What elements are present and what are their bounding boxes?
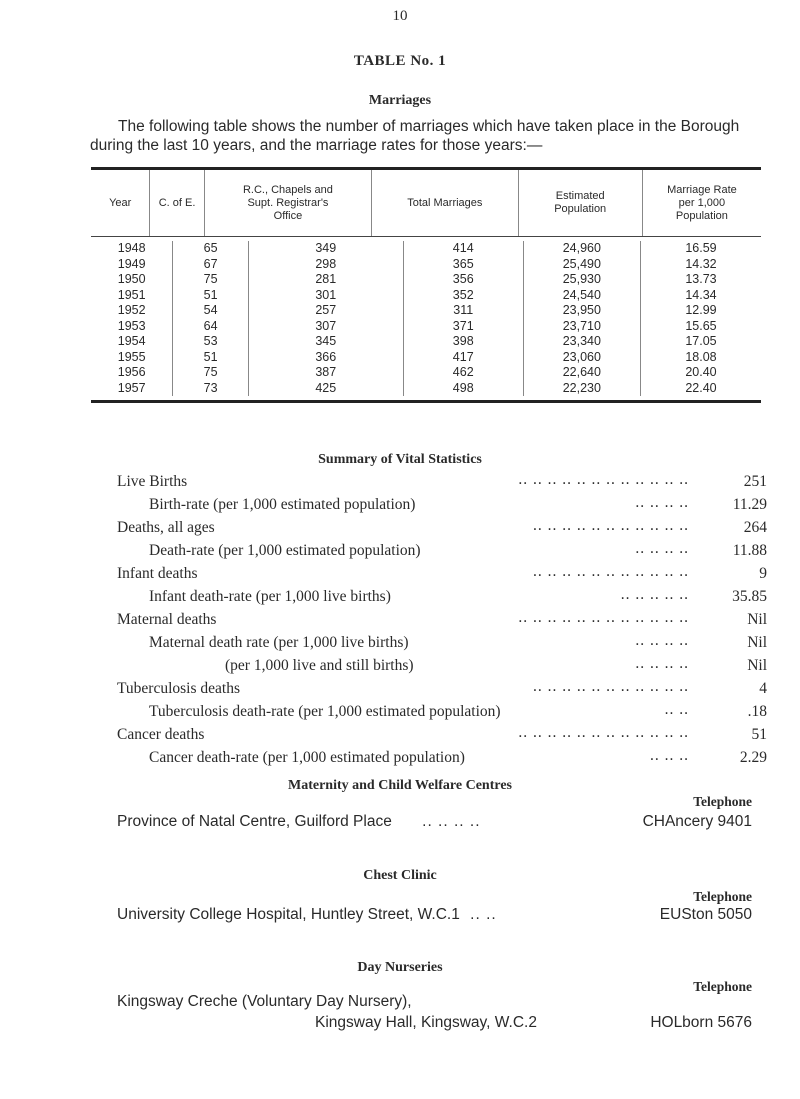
chest-leader-dots: .. .. — [470, 906, 497, 923]
summary-title: Summary of Vital Statistics — [318, 452, 482, 467]
column-year — [91, 241, 172, 396]
marriages-table — [91, 167, 761, 403]
table-cell: 352 — [452, 287, 474, 302]
header-total-marriages: Total Marriages — [371, 170, 517, 236]
summary-row — [117, 657, 767, 680]
table-cell: 54 — [203, 303, 218, 317]
table-cell: 417 — [452, 349, 474, 364]
summary-value: Nil — [747, 657, 767, 674]
maternity-leader-dots: .. .. .. .. — [422, 813, 481, 830]
table-cell: 311 — [453, 303, 474, 317]
column-total — [403, 241, 523, 396]
table-cell: 345 — [315, 334, 337, 348]
column-population — [523, 241, 640, 396]
table-title: TABLE No. 1 — [353, 53, 447, 69]
leader-dots: .. .. .. .. — [635, 494, 689, 511]
summary-value: .18 — [747, 703, 767, 720]
summary-label: Death-rate (per 1,000 estimated population) — [149, 542, 421, 559]
leader-dots: .. .. .. .. — [635, 632, 689, 649]
chest-clinic-title: Chest Clinic — [363, 868, 437, 883]
summary-row — [117, 634, 767, 657]
leader-dots: .. .. .. .. .. .. .. .. .. .. .. .. — [518, 609, 689, 626]
table-cell: 1948 — [117, 241, 146, 255]
column-rate — [640, 241, 761, 396]
table-cell: 51 — [203, 287, 218, 302]
nurseries-telephone-heading: Telephone — [693, 979, 752, 994]
summary-row — [117, 542, 767, 565]
summary-value: 2.29 — [739, 749, 767, 766]
table-cell: 12.99 — [685, 303, 717, 317]
header-estimated-population: Estimated Population — [518, 170, 642, 236]
table-cell: 1954 — [117, 334, 146, 348]
summary-value: 264 — [743, 519, 767, 536]
summary-label: Deaths, all ages — [117, 519, 215, 536]
table-cell: 22,230 — [562, 380, 601, 395]
leader-dots: .. .. .. .. .. .. .. .. .. .. .. — [533, 563, 689, 580]
header-c-of-e: C. of E. — [149, 170, 203, 236]
header-marriage-rate: Marriage Rate per 1,000 Population — [642, 170, 761, 236]
table-cell: 16.59 — [685, 241, 717, 255]
table-cell: 24,540 — [562, 287, 601, 302]
leader-dots: .. .. .. — [650, 747, 689, 764]
table-cell: 14.34 — [685, 287, 717, 302]
table-cell: 1955 — [117, 349, 146, 364]
table-bottom-rule — [91, 400, 761, 403]
table-cell: 257 — [315, 303, 337, 317]
nurseries-telephone: HOLborn 5676 — [650, 1014, 752, 1031]
table-cell: 23,060 — [562, 349, 601, 364]
chest-institution — [117, 906, 497, 924]
table-cell: 1951 — [117, 287, 146, 302]
summary-label: Tuberculosis deaths — [117, 680, 240, 697]
table-cell: 53 — [203, 334, 218, 348]
summary-row — [117, 496, 767, 519]
summary-label: Live Births — [117, 473, 188, 490]
table-cell: 73 — [203, 380, 218, 395]
table-cell: 1949 — [117, 256, 146, 271]
summary-label: Maternal death rate (per 1,000 live births) — [149, 634, 409, 651]
leader-dots: .. .. .. .. — [635, 655, 689, 672]
table-cell: 371 — [452, 318, 474, 333]
maternity-institution — [117, 813, 481, 831]
summary-label: (per 1,000 live and still births) — [225, 657, 414, 674]
table-cell: 14.32 — [685, 256, 717, 271]
table-cell: 17.05 — [685, 334, 717, 348]
table-cell: 398 — [452, 334, 474, 348]
maternity-title: Maternity and Child Welfare Centres — [288, 778, 512, 793]
table-cell: 13.73 — [685, 272, 717, 286]
summary-value: Nil — [747, 634, 767, 651]
summary-value: 35.85 — [732, 588, 767, 605]
maternity-institution-name: Province of Natal Centre, Guilford Place — [117, 813, 392, 830]
table-cell: 22.40 — [685, 380, 717, 395]
table-cell: 67 — [203, 256, 218, 271]
summary-value: Nil — [747, 611, 767, 628]
summary-label: Infant death-rate (per 1,000 live births) — [149, 588, 391, 605]
summary-row — [117, 473, 767, 496]
summary-label: Birth-rate (per 1,000 estimated population) — [149, 496, 416, 513]
table-cell: 462 — [452, 365, 474, 379]
leader-dots: .. .. .. .. .. .. .. .. .. .. .. — [533, 678, 689, 695]
table-cell: 23,340 — [562, 334, 601, 348]
leader-dots: .. .. — [664, 701, 689, 718]
table-cell: 75 — [203, 272, 218, 286]
page-number: 10 — [392, 8, 408, 24]
table-cell: 414 — [452, 241, 474, 255]
nurseries-institution-line2: Kingsway Hall, Kingsway, W.C.2 — [315, 1014, 537, 1031]
table-cell: 387 — [315, 365, 337, 379]
chest-telephone-heading: Telephone — [693, 889, 752, 904]
table-cell: 20.40 — [685, 365, 717, 379]
table-cell: 64 — [203, 318, 218, 333]
leader-dots: .. .. .. .. .. .. .. .. .. .. .. .. — [518, 724, 689, 741]
maternity-telephone: CHAncery 9401 — [642, 813, 752, 830]
summary-label: Cancer death-rate (per 1,000 estimated population) — [149, 749, 465, 766]
summary-label: Tuberculosis death-rate (per 1,000 estimated population) — [149, 703, 501, 720]
table-cell: 51 — [203, 349, 218, 364]
summary-label: Infant deaths — [117, 565, 198, 582]
maternity-telephone-heading: Telephone — [693, 794, 752, 809]
table-cell: 22,640 — [562, 365, 601, 379]
table-cell: 356 — [452, 272, 474, 286]
table-cell: 349 — [315, 241, 337, 255]
summary-value: 51 — [751, 726, 767, 743]
chest-institution-name: University College Hospital, Huntley Street, W.C.1 — [117, 906, 460, 923]
table-cell: 15.65 — [685, 318, 717, 333]
summary-value: 11.29 — [732, 496, 767, 513]
table-cell: 24,960 — [562, 241, 601, 255]
column-c-of-e — [172, 241, 247, 396]
table-cell: 23,950 — [562, 303, 601, 317]
table-cell: 365 — [452, 256, 474, 271]
table-cell: 498 — [452, 380, 474, 395]
leader-dots: .. .. .. .. — [635, 540, 689, 557]
table-cell: 1957 — [117, 380, 146, 395]
table-cell: 75 — [203, 365, 218, 379]
summary-row — [117, 519, 767, 542]
summary-value: 11.88 — [732, 542, 767, 559]
table-cell: 307 — [315, 318, 337, 333]
summary-row — [117, 611, 767, 634]
table-cell: 1953 — [117, 318, 146, 333]
table-cell: 25,490 — [562, 256, 601, 271]
summary-row — [117, 703, 767, 726]
table-cell: 366 — [315, 349, 337, 364]
header-rc-chapels: R.C., Chapels and Supt. Registrar's Office — [204, 170, 371, 236]
header-year: Year — [109, 196, 132, 209]
chest-telephone: EUSton 5050 — [659, 906, 752, 923]
summary-row — [117, 726, 767, 749]
table-cell: 1956 — [117, 365, 146, 379]
column-rc-chapels — [248, 241, 403, 396]
table-cell: 281 — [315, 272, 337, 286]
table-header-row — [91, 170, 761, 237]
leader-dots: .. .. .. .. .. — [620, 586, 689, 603]
table-cell: 425 — [315, 380, 337, 395]
leader-dots: .. .. .. .. .. .. .. .. .. .. .. .. — [518, 471, 689, 488]
day-nurseries-title: Day Nurseries — [357, 960, 443, 975]
summary-row — [117, 749, 767, 772]
table-cell: 65 — [203, 241, 218, 255]
summary-row — [117, 680, 767, 703]
summary-row — [117, 588, 767, 611]
table-cell: 298 — [315, 256, 337, 271]
table-body — [91, 237, 761, 400]
summary-label: Cancer deaths — [117, 726, 205, 743]
summary-value: 251 — [743, 473, 767, 490]
table-cell: 1952 — [117, 303, 146, 317]
summary-label: Maternal deaths — [117, 611, 217, 628]
section-title: Marriages — [368, 93, 432, 108]
table-cell: 1950 — [117, 272, 146, 286]
leader-dots: .. .. .. .. .. .. .. .. .. .. .. — [533, 517, 689, 534]
table-cell: 18.08 — [685, 349, 717, 364]
table-cell: 23,710 — [562, 318, 601, 333]
table-cell: 25,930 — [562, 272, 601, 286]
summary-row — [117, 565, 767, 588]
nurseries-institution-line1: Kingsway Creche (Voluntary Day Nursery), — [117, 993, 412, 1010]
summary-value: 4 — [759, 680, 767, 697]
intro-paragraph: The following table shows the number of marriages which have taken place in the Borough during the last 10 years, and the marriage rates for those years:— — [90, 118, 740, 154]
table-cell: 301 — [315, 287, 337, 302]
summary-value: 9 — [759, 565, 767, 582]
